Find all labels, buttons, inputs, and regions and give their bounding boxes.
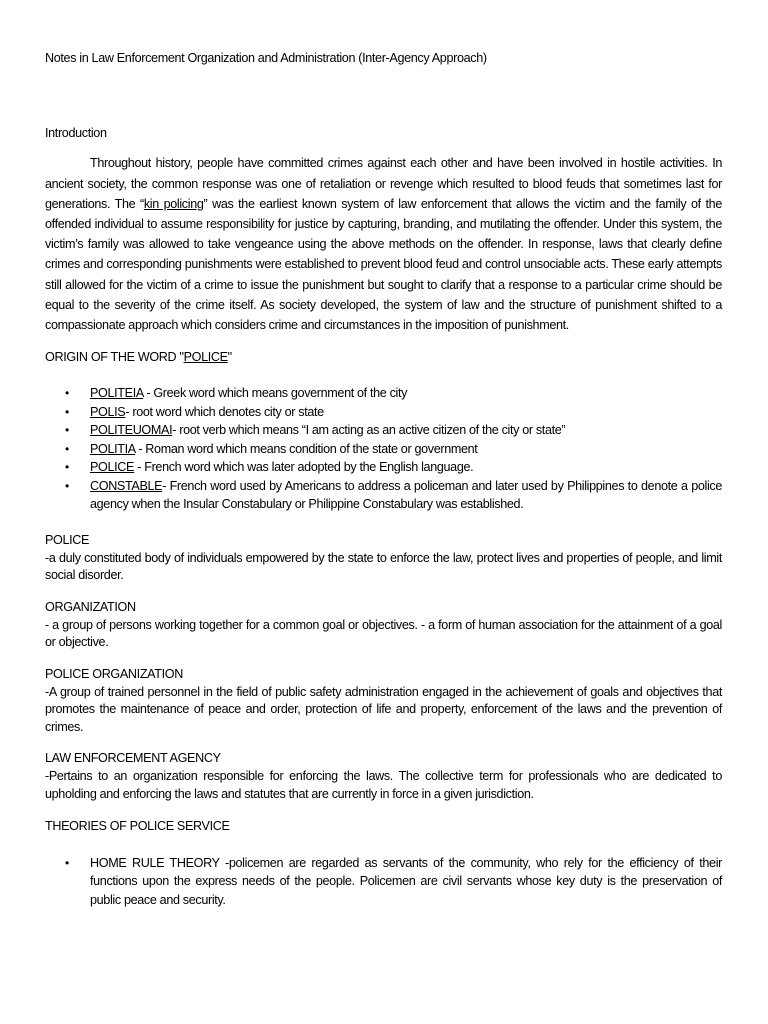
section-police-organization — [45, 664, 722, 737]
list-item — [45, 854, 722, 910]
list-item — [45, 403, 722, 422]
origin-heading-suffix: " — [227, 350, 232, 365]
list-item — [45, 458, 722, 477]
section-body: -a duly constituted body of individuals empowered by the state to enforce the law, protect lives and properties of people, and limit social disorder. — [45, 550, 722, 583]
bullet-icon: • — [65, 855, 69, 870]
section-organization — [45, 597, 722, 652]
origin-heading — [45, 347, 722, 367]
origin-term-list — [45, 384, 722, 514]
section-body: -A group of trained personnel in the field of public safety administration engaged in the achievement of goals and objectives that promotes the maintenance of peace and order, protection of life and property, enforcement of the laws and the prevention of crimes. — [45, 684, 722, 734]
term-label: POLITEUOMAI — [90, 423, 173, 438]
section-heading: LAW ENFORCEMENT AGENCY — [45, 751, 221, 766]
bullet-icon: • — [65, 386, 69, 401]
document-page — [45, 48, 722, 909]
term-definition: - French word used by Americans to address a policeman and later used by Philippines to denote a police agency when the Insular Constabulary or Philippine Constabulary was established. — [90, 478, 722, 512]
term-definition: - Greek word which means government of the city — [143, 386, 408, 401]
section-heading: POLICE — [45, 532, 90, 547]
list-item — [45, 440, 722, 459]
theory-definition: -policemen are regarded as servants of the community, who rely for the efficiency of their functions upon the express needs of the people. Policemen are civil servants whose key duty is the preservation of public peace and security. — [90, 855, 722, 907]
term-label: POLITEIA — [90, 386, 144, 401]
list-item — [45, 477, 722, 514]
term-label: POLITIA — [90, 441, 136, 456]
list-item — [45, 421, 722, 440]
section-body: -Pertains to an organization responsible for enforcing the laws. The collective term for professionals who are dedicated to upholding and enforcing the laws and statutes that are currently in force in a given jurisdiction. — [45, 769, 722, 801]
introduction-text-end: ” was the earliest known system of law enforcement that allows the victim and the family of the offended individual to assume responsibility for justice by capturing, branding, and mutilating the offender. Under this system, the victim’s family was allowed to take vengeance using the above methods on the offender. In response, laws that clearly define crimes and corresponding punishments were established to prevent blood feud and control unsociable acts. These early attempts still allowed for the victim of a crime to issue the punishment but sought to clarify that a response to a particular crime should be equal to the severity of the crime itself. As society developed, the system of law and the structure of punishment shifted to a compassionate approach which considers crime and circumstances in the imposition of punishment. — [45, 196, 722, 333]
introduction-text-start: Throughout history, people have committed crimes against each other and have been involved in hostile activities. In ancient society, the common response was one of retaliation or revenge which resulted to blood feuds that sometimes last for generations. The “ — [45, 156, 722, 211]
theories-heading: THEORIES OF POLICE SERVICE — [45, 819, 230, 834]
origin-heading-word: POLICE — [183, 350, 228, 365]
section-body: - a group of persons working together for a common goal or objectives. - a form of human association for the attainment of a goal or objective. — [45, 617, 722, 650]
term-label: POLICE — [90, 460, 135, 475]
bullet-icon: • — [65, 423, 69, 438]
term-definition: - Roman word which means condition of the state or government — [135, 441, 478, 456]
introduction-paragraph — [45, 153, 722, 335]
bullet-icon: • — [65, 404, 69, 419]
theory-term: HOME RULE THEORY — [90, 855, 220, 870]
section-heading: ORGANIZATION — [45, 599, 136, 614]
term-label: POLIS — [90, 404, 126, 419]
bullet-icon: • — [65, 441, 69, 456]
section-heading: POLICE ORGANIZATION — [45, 666, 183, 681]
bullet-icon: • — [65, 478, 69, 493]
term-definition: - root verb which means “I am acting as an active citizen of the city or state” — [172, 423, 566, 438]
bullet-icon: • — [65, 460, 69, 475]
kin-policing-term: kin policing — [143, 196, 204, 211]
term-definition: - root word which denotes city or state — [125, 404, 324, 419]
document-title: Notes in Law Enforcement Organization and Administration (Inter-Agency Approach) — [45, 51, 487, 65]
origin-heading-prefix: ORIGIN OF THE WORD " — [45, 350, 184, 365]
section-law-enforcement-agency — [45, 748, 722, 803]
theories-list — [45, 854, 722, 910]
list-item — [45, 384, 722, 403]
section-police — [45, 530, 722, 585]
term-definition: - French word which was later adopted by the English language. — [134, 460, 474, 475]
term-label: CONSTABLE — [90, 478, 163, 493]
introduction-heading: Introduction — [45, 126, 107, 141]
